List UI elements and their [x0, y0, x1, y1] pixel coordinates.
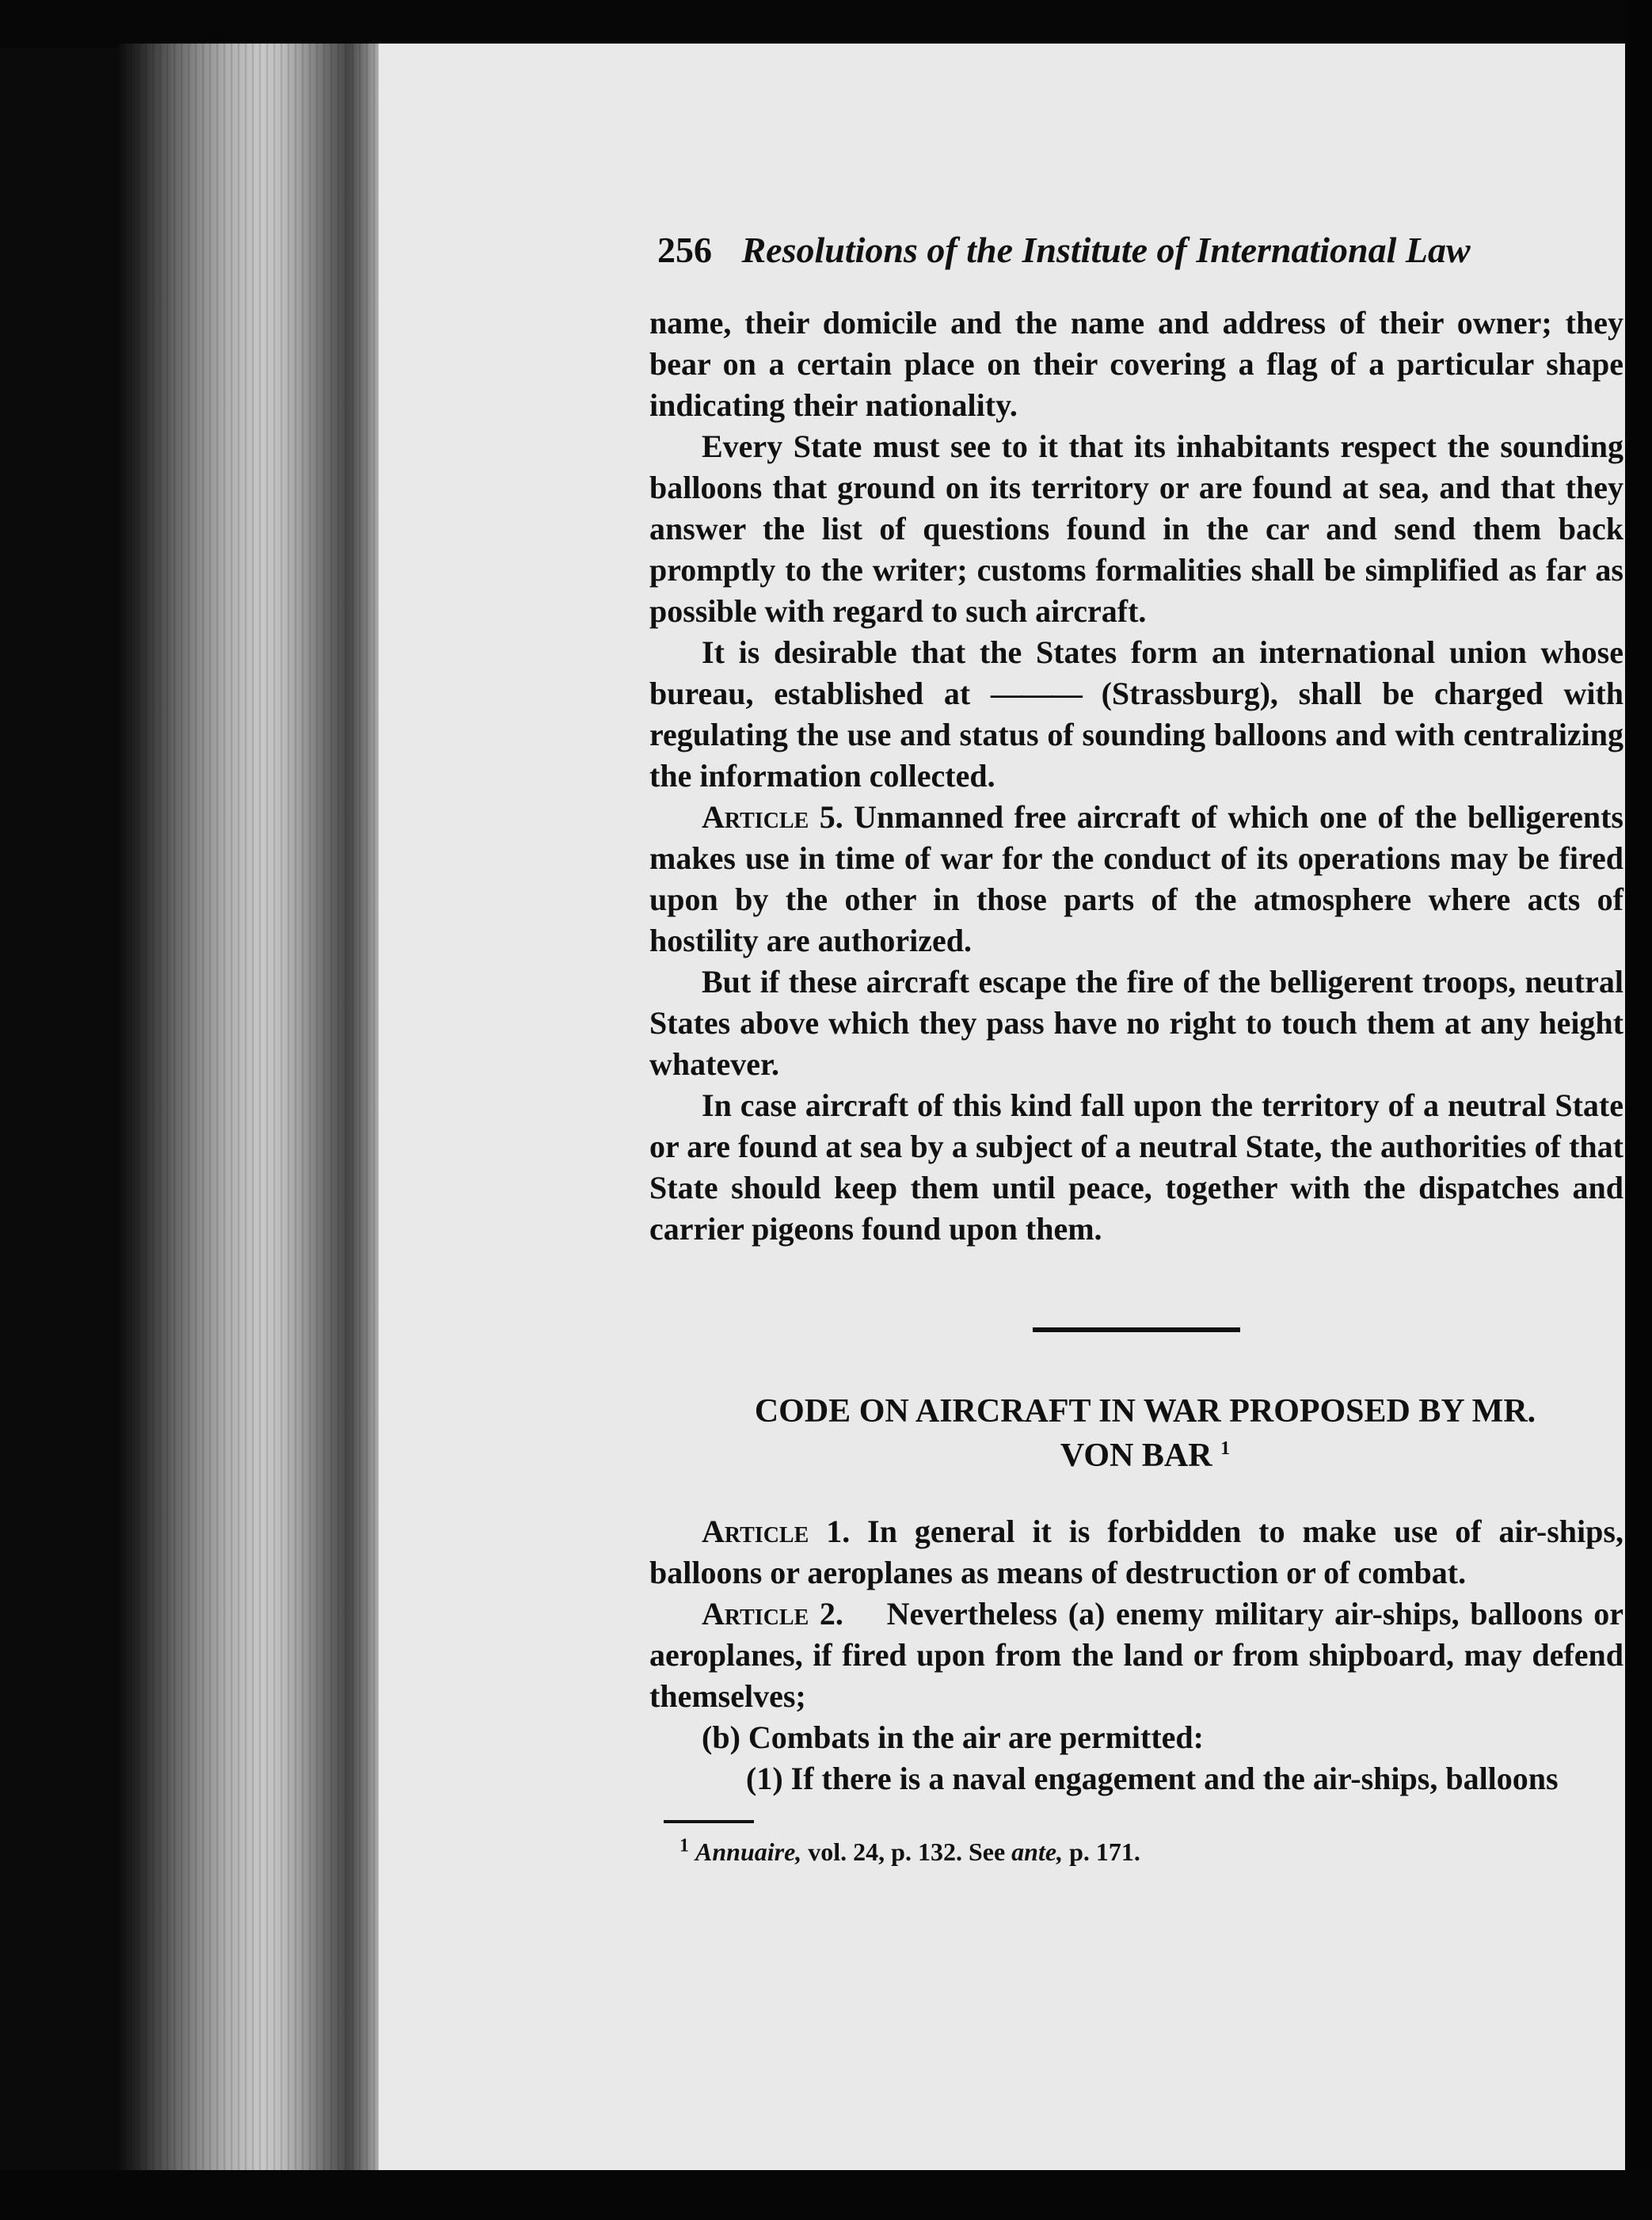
footnote-reference: 1 — [1220, 1438, 1231, 1459]
scan-right-border — [1625, 0, 1652, 2220]
footnote-rule — [664, 1820, 754, 1823]
article-5-text: Unmanned free aircraft of which one of the belligerents makes use in time of war for the conduct of its operations may be fired upon by the other in those parts of the atmosphere where acts of hostility are authorized. — [649, 799, 1624, 958]
scan-top-border — [0, 0, 1652, 48]
article-2-text: Nevertheless (a) enemy military air-ships, balloons or aeroplanes, if fired upon from the land or from shipboard, may defend themselves; — [649, 1596, 1623, 1714]
section-divider — [1033, 1327, 1240, 1332]
heading-line-2-text: VON BAR — [1060, 1437, 1212, 1474]
item-b: (b) Combats in the air are permitted: — [702, 1719, 1204, 1755]
paragraph-international-union — [649, 632, 1623, 797]
article-1 — [649, 1511, 1623, 1594]
scan-bottom-border — [0, 2170, 1652, 2220]
item-1: (1) If there is a naval engagement and the air-ships, balloons — [746, 1761, 1559, 1796]
footnote-volume: vol. 24, p. 132. See — [808, 1837, 1006, 1866]
paragraph-neutral-states: But if these aircraft escape the fire of the belligerent troops, neutral States above which they pass have no right to touch them at any height whatever. — [649, 964, 1623, 1082]
article-1-label: Article 1. — [702, 1514, 851, 1549]
article-5 — [649, 797, 1623, 961]
union-text-before: It is desirable that the States form an international union whose bureau, established at — [649, 634, 1623, 711]
union-text-after: (Strassburg), shall be charged with regulating the use and status of sounding balloons and with centralizing the information collected. — [649, 676, 1624, 794]
running-header — [657, 228, 1608, 272]
footnote-ante: ante, — [1011, 1837, 1064, 1866]
article-5-label: Article 5. — [702, 799, 843, 835]
heading-line-2 — [662, 1434, 1628, 1478]
paragraph-neutral-territory: In case aircraft of this kind fall upon the territory of a neutral State or are found at sea by a subject of a neutral State, the authorities of that State should keep them until peace, together with the dispatches and carrier pigeons found upon them. — [649, 1087, 1623, 1247]
blank-dash: ——— — [990, 676, 1081, 711]
article-2 — [649, 1594, 1623, 1717]
heading-line-1: CODE ON AIRCRAFT IN WAR PROPOSED BY MR. — [754, 1393, 1536, 1430]
code-articles — [649, 1511, 1623, 1799]
footnote-page: p. 171. — [1069, 1837, 1140, 1866]
paragraph-continuation: name, their domicile and the name and address of their owner; they bear on a certain place on their covering a flag of a particular shape indicating their nationality. — [649, 305, 1623, 423]
page-number: 256 — [657, 230, 712, 270]
running-title: Resolutions of the Institute of International Law — [741, 230, 1471, 270]
footnote-mark: 1 — [679, 1835, 689, 1856]
article-2-label: Article 2. — [702, 1596, 843, 1632]
continued-text — [649, 303, 1623, 1250]
paragraph-sounding-balloons: Every State must see to it that its inhabitants respect the sounding balloons that ground on its territory or are found at sea, and that they answer the list of questions found in the car and send them back promptly to the writer; customs formalities shall be simplified as far as possible with regard to such aircraft. — [649, 428, 1623, 629]
footnote-source: Annuaire, — [695, 1837, 802, 1866]
section-heading — [662, 1389, 1628, 1478]
spine-texture — [119, 44, 380, 2174]
footnote — [679, 1834, 1551, 1869]
article-1-text: In general it is forbidden to make use of air-ships, balloons or aeroplanes as means of destruction or of combat. — [649, 1514, 1623, 1590]
